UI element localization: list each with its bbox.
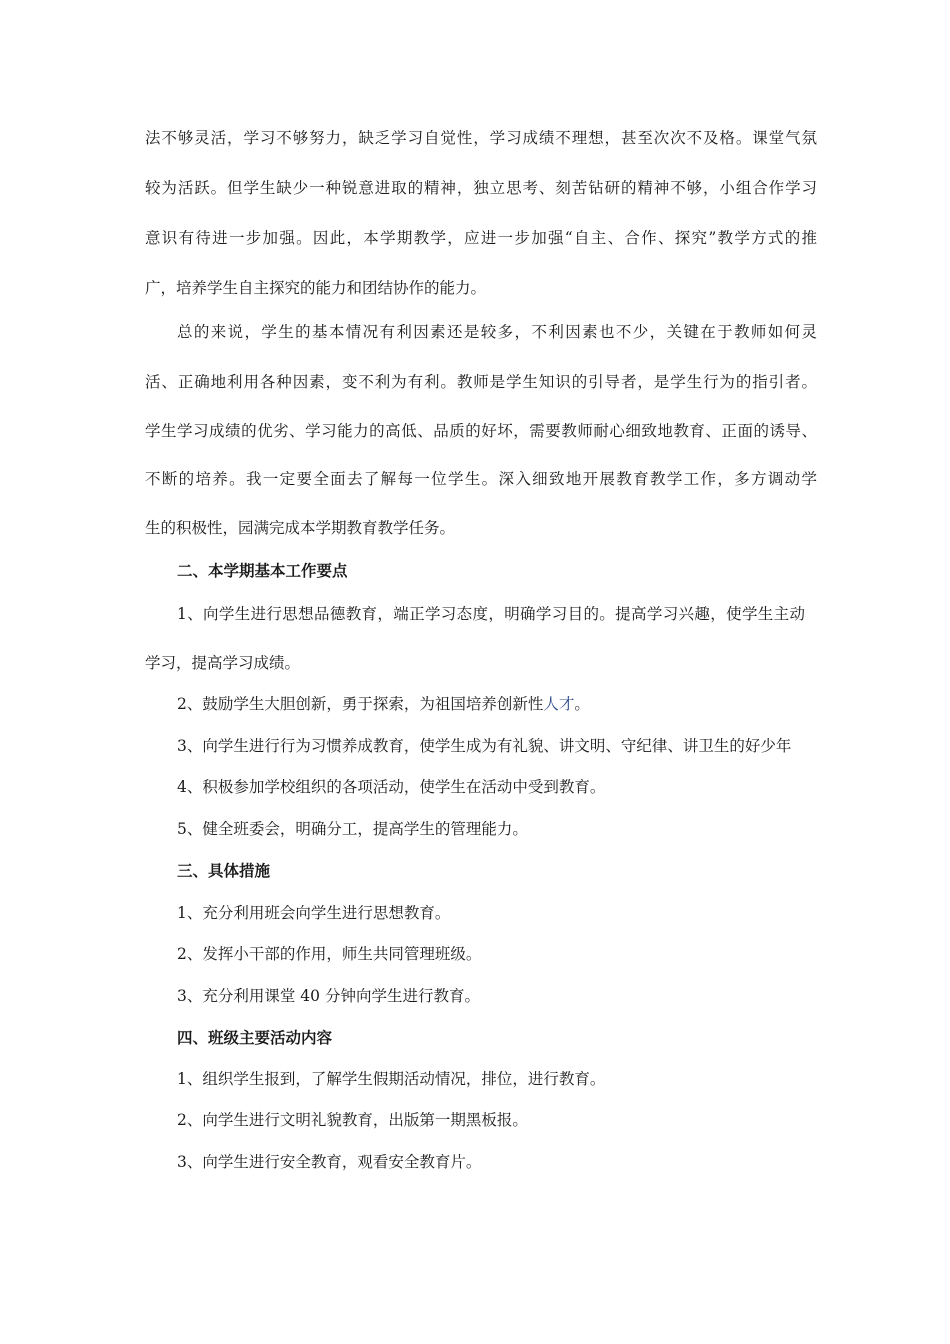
paragraph-line: 意识有待进一步加强。因此，本学期教学，应进一步加强“自主、合作、探究”教学方式的推	[145, 229, 817, 247]
paragraph-line: 不断的培养。我一定要全面去了解每一位学生。深入细致地开展教育教学工作，多方调动学	[145, 470, 817, 488]
list-item: 3、充分利用课堂 40 分钟向学生进行教育。	[177, 987, 480, 1005]
list-item-continuation: 学习，提高学习成绩。	[145, 654, 301, 672]
list-item: 1、充分利用班会向学生进行思想教育。	[177, 904, 451, 922]
section-heading: 三、具体措施	[177, 861, 271, 880]
list-item: 4、积极参加学校组织的各项活动，使学生在活动中受到教育。	[177, 778, 606, 796]
list-item: 5、健全班委会，明确分工，提高学生的管理能力。	[177, 820, 528, 838]
paragraph-line: 广，培养学生自主探究的能力和团结协作的能力。	[145, 279, 487, 297]
list-item-text: 2、鼓励学生大胆创新，勇于探索，为祖国培养创新性	[177, 695, 544, 713]
paragraph-line: 总的来说，学生的基本情况有利因素还是较多，不利因素也不少，关键在于教师如何灵	[177, 323, 817, 341]
paragraph-line: 法不够灵活，学习不够努力，缺乏学习自觉性，学习成绩不理想，甚至次次不及格。课堂气氛	[145, 129, 817, 147]
list-item: 3、向学生进行安全教育，观看安全教育片。	[177, 1153, 482, 1171]
list-item: 1、组织学生报到，了解学生假期活动情况，排位，进行教育。	[177, 1070, 606, 1088]
section-heading: 四、班级主要活动内容	[177, 1028, 333, 1047]
list-item: 2、发挥小干部的作用，师生共同管理班级。	[177, 945, 482, 963]
list-item: 1、向学生进行思想品德教育，端正学习态度，明确学习目的。提高学习兴趣，使学生主动	[177, 605, 805, 623]
list-item	[177, 694, 590, 714]
list-item: 2、向学生进行文明礼貌教育，出版第一期黑板报。	[177, 1111, 528, 1129]
list-item: 3、向学生进行行为习惯养成教育，使学生成为有礼貌、讲文明、守纪律、讲卫生的好少年	[177, 737, 792, 755]
section-heading: 二、本学期基本工作要点	[177, 561, 348, 580]
paragraph-line: 较为活跃。但学生缺少一种锐意进取的精神，独立思考、刻苦钻研的精神不够，小组合作学习	[145, 179, 817, 197]
paragraph-line: 活、正确地利用各种因素，变不利为有利。教师是学生知识的引导者，是学生行为的指引者。	[145, 373, 817, 391]
paragraph-line: 学生学习成绩的优劣、学习能力的高低、品质的好坏，需要教师耐心细致地教育、正面的诱导、	[145, 422, 817, 440]
talent-link[interactable]: 人才	[543, 695, 575, 713]
paragraph-line: 生的积极性，园满完成本学期教育教学任务。	[145, 519, 456, 537]
list-item-end: 。	[574, 695, 590, 713]
